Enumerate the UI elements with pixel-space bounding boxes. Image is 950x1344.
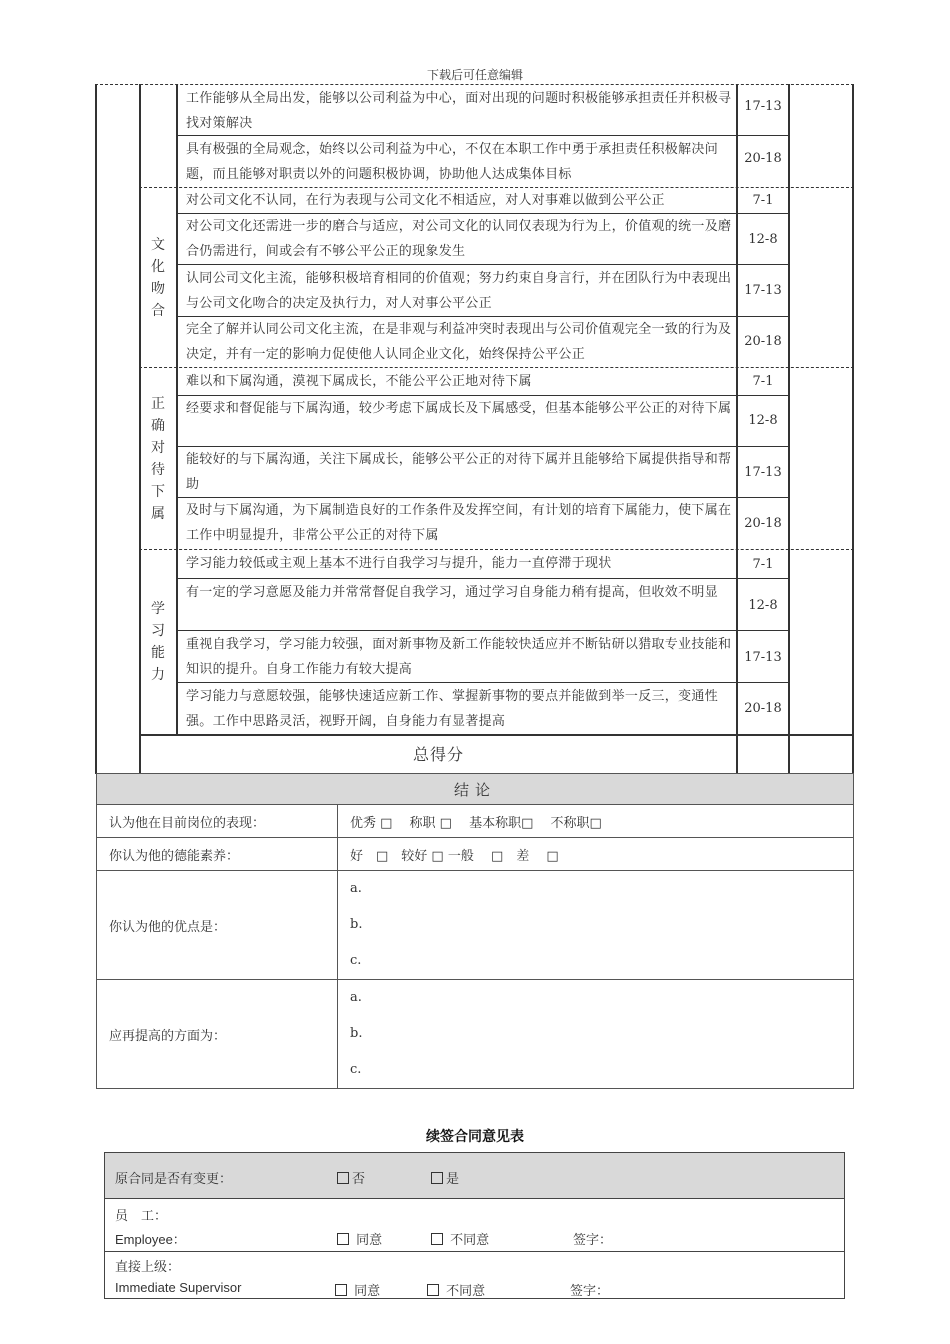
score-range: 12-8	[748, 232, 778, 247]
score-range: 20-18	[744, 151, 782, 166]
checkbox-icon	[431, 1233, 443, 1245]
employee-label-cn: 员 工：	[115, 1209, 168, 1224]
checkbox-icon	[337, 1172, 349, 1184]
performance-label: 认为他在目前岗位的表现：	[97, 805, 338, 838]
criteria-text: 有一定的学习意愿及能力并常常督促自我学习，通过学习自身能力稍有提高，但收效不明显	[186, 585, 719, 600]
supervisor-row	[105, 1252, 844, 1300]
morality-label: 你认为他的德能素养：	[97, 838, 338, 871]
criteria-text: 对公司文化不认同，在行为表现与公司文化不相适应，对人对事难以做到公平公正	[186, 193, 665, 208]
morality-options[interactable]: 好 □ 较好 □ 一般 □ 差 □	[338, 838, 854, 871]
page-header-note: 下载后可任意编辑	[426, 68, 523, 82]
item-c: c.	[350, 953, 362, 968]
criteria-text: 难以和下属沟通，漠视下属成长，不能公平公正地对待下属	[186, 374, 532, 389]
supervisor-signature[interactable]: 签字：	[570, 1284, 610, 1299]
criteria-text: 学习能力较低或主观上基本不进行自我学习与提升，能力一直停滞于现状	[186, 556, 612, 571]
criteria-text: 对公司文化还需进一步的磨合与适应，对公司文化的认同仅表现为行为上，价值观的统一及磨合仍需进行，间或会有不够公平公正的现象发生	[186, 219, 732, 259]
strengths-label: 你认为他的优点是：	[97, 871, 338, 980]
category-subordinates: 正 确 对 待 下 属	[151, 395, 165, 522]
checkbox-icon	[431, 1172, 443, 1184]
employee-row	[105, 1199, 844, 1252]
employee-agree[interactable]: 同意	[337, 1229, 382, 1248]
score-range: 20-18	[744, 334, 782, 349]
criteria-text: 及时与下属沟通，为下属制造良好的工作条件及发挥空间，有计划的培育下属能力，使下属在工作中明显提升，非常公平公正的对待下属	[186, 503, 732, 543]
criteria-text: 工作能够从全局出发，能够以公司利益为中心，面对出现的问题时积极能够承担责任并积极寻找对策解决	[186, 91, 732, 131]
item-c: c.	[350, 1062, 362, 1077]
contract-change-label: 原合同是否有变更：	[115, 1172, 233, 1187]
total-score-label: 总得分	[412, 744, 464, 764]
category-learning: 学 习 能 力	[151, 601, 165, 683]
score-range: 20-18	[744, 516, 782, 531]
improve-field[interactable]	[338, 980, 854, 1089]
employee-label-en: Employee：	[115, 1232, 186, 1247]
score-range: 7-1	[752, 193, 774, 208]
criteria-text: 具有极强的全局观念，始终以公司利益为中心，不仅在本职工作中勇于承担责任积极解决问题，而且能够对职责以外的问题积极协调，协助他人达成集体目标	[186, 142, 719, 182]
score-range: 12-8	[748, 598, 778, 613]
supervisor-disagree[interactable]: 不同意	[427, 1280, 485, 1299]
performance-options[interactable]: 优秀 □ 称职 □ 基本称职□ 不称职□	[338, 805, 854, 838]
employee-signature[interactable]: 签字：	[573, 1233, 613, 1248]
score-range: 12-8	[748, 413, 778, 428]
criteria-text: 认同公司文化主流，能够积极培育相同的价值观；努力约束自身言行，并在团队行为中表现出与公司文化吻合的决定及执行力，对人对事公平公正	[186, 271, 732, 311]
conclusion-table	[96, 773, 854, 1089]
score-range: 17-13	[744, 283, 782, 298]
criteria-text: 重视自我学习，学习能力较强，面对新事物及新工作能较快适应并不断钻研以猎取专业技能和知识的提升。自身工作能力有较大提高	[186, 637, 732, 677]
category-culture: 文 化 吻 合	[151, 236, 165, 319]
item-a: a.	[350, 990, 362, 1005]
item-a: a.	[350, 881, 362, 896]
supervisor-label-en: Immediate Supervisor	[115, 1280, 242, 1295]
checkbox-icon	[335, 1284, 347, 1296]
contract-change-row	[105, 1153, 844, 1199]
item-b: b.	[350, 917, 363, 932]
improve-label: 应再提高的方面为：	[97, 980, 338, 1089]
score-range: 17-13	[744, 465, 782, 480]
option-no[interactable]: 否	[337, 1168, 365, 1187]
score-range: 7-1	[752, 374, 774, 389]
score-range: 17-13	[744, 650, 782, 665]
item-b: b.	[350, 1026, 363, 1041]
criteria-text: 学习能力与意愿较强，能够快速适应新工作、掌握新事物的要点并能做到举一反三，变通性强。工作中思路灵活，视野开阔，自身能力有显著提高	[186, 689, 719, 729]
score-range: 7-1	[752, 557, 774, 572]
criteria-text: 完全了解并认同公司文化主流，在是非观与利益冲突时表现出与公司价值观完全一致的行为及决定，并有一定的影响力促使他人认同企业文化，始终保持公平公正	[186, 322, 732, 362]
employee-disagree[interactable]: 不同意	[431, 1229, 489, 1248]
renewal-title: 续签合同意见表	[426, 1129, 524, 1145]
score-range: 17-13	[744, 99, 782, 114]
supervisor-label-cn: 直接上级：	[115, 1260, 181, 1275]
criteria-text: 经要求和督促能与下属沟通，较少考虑下属成长及下属感受，但基本能够公平公正的对待下属	[186, 401, 732, 416]
option-yes[interactable]: 是	[431, 1168, 459, 1187]
strengths-field[interactable]	[338, 871, 854, 980]
renewal-table	[104, 1152, 845, 1299]
supervisor-agree[interactable]: 同意	[335, 1280, 380, 1299]
checkbox-icon	[337, 1233, 349, 1245]
conclusion-title: 结论	[97, 774, 854, 805]
score-range: 20-18	[744, 701, 782, 716]
criteria-text: 能较好的与下属沟通，关注下属成长，能够公平公正的对待下属并且能够给下属提供指导和帮助	[186, 452, 732, 492]
checkbox-icon	[427, 1284, 439, 1296]
